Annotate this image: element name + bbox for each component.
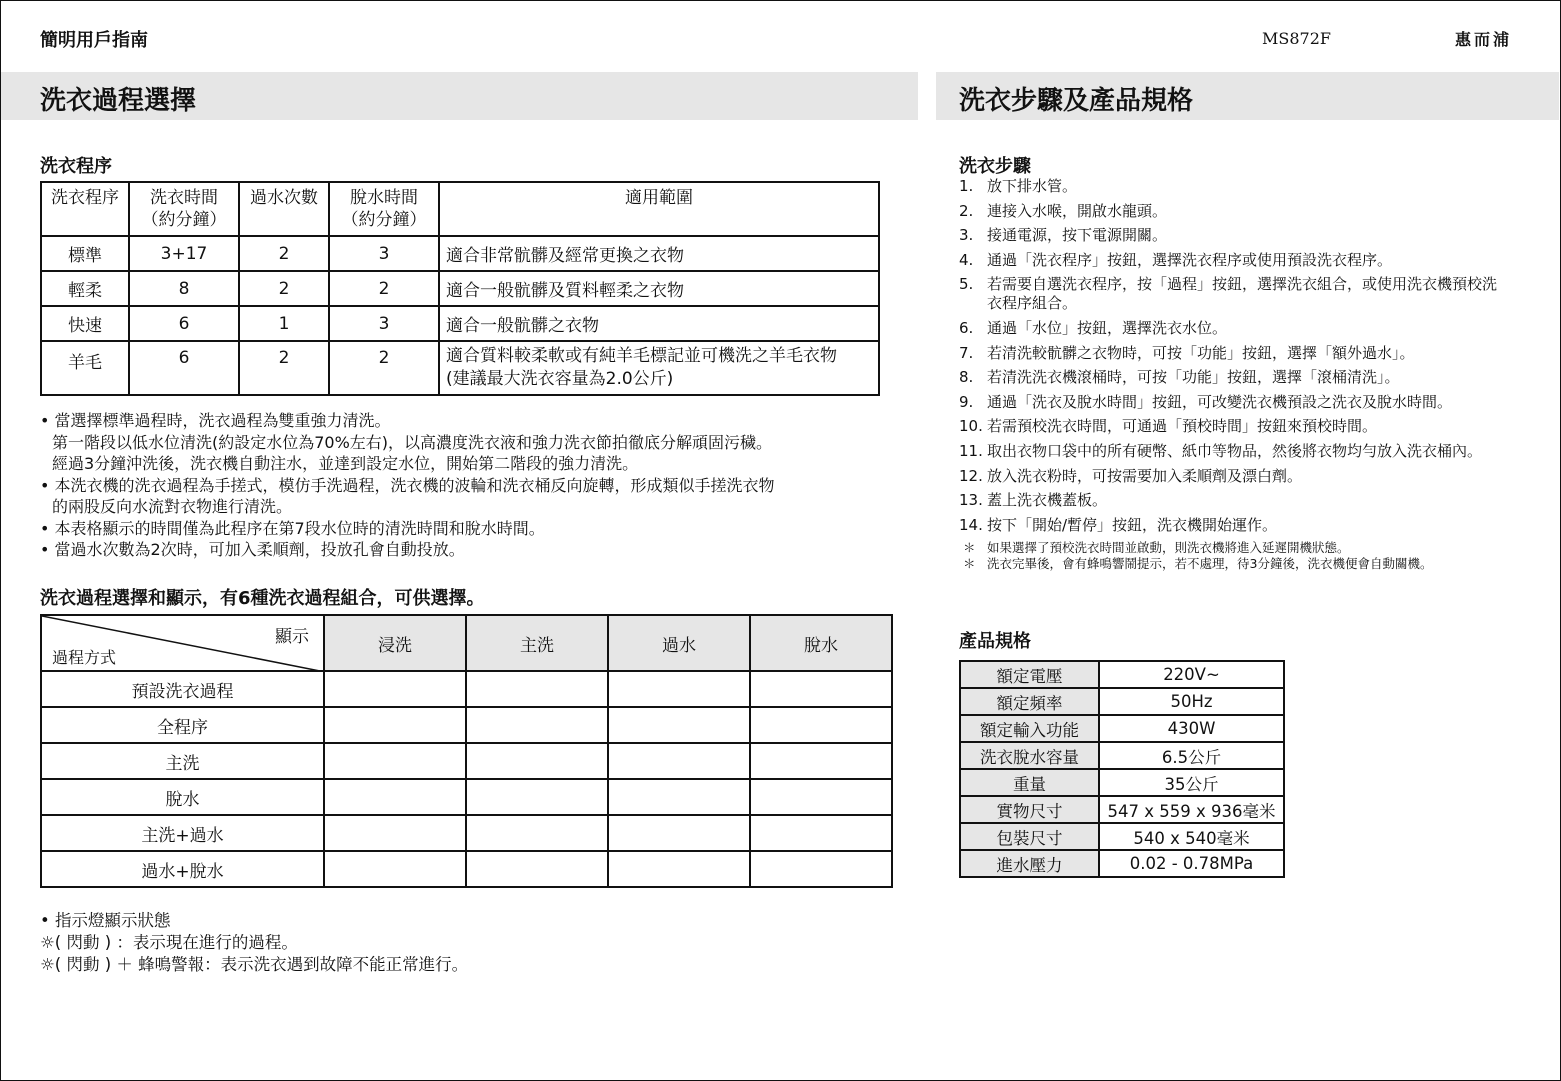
- list-item: 9. 通過「洗衣及脫水時間」按鈕，可改變洗衣機預設之洗衣及脫水時間。: [959, 392, 1453, 411]
- program-table: [40, 181, 880, 396]
- table-row: 標準 3+17 2 3 適合非常骯髒及經常更換之衣物: [41, 236, 879, 271]
- footnote: ＊ 如果選擇了預校洗衣時間並啟動，則洗衣機將進入延遲開機狀態。: [963, 540, 1350, 556]
- col-rinse-count: 過水次數: [239, 182, 329, 236]
- note-line: • 本表格顯示的時間僅為此程序在第7段水位時的清洗時間和脫水時間。: [40, 518, 545, 538]
- col-program: 洗衣程序: [41, 182, 129, 236]
- table-row: 實物尺寸 547 x 559 x 936毫米: [960, 796, 1284, 823]
- note-line: • 本洗衣機的洗衣過程為手搓式，模仿手洗過程，洗衣機的波輪和洗衣桶反向旋轉，形成類似手搓洗衣物: [40, 475, 775, 495]
- list-item: 14. 按下「開始/暫停」按鈕，洗衣機開始運作。: [959, 515, 1278, 534]
- process-heading: 洗衣過程選擇和顯示，有6種洗衣過程組合，可供選擇。: [40, 588, 485, 609]
- table-row: 快速 6 1 3 適合一般骯髒之衣物: [41, 306, 879, 341]
- guide-title: 簡明用戶指南: [40, 30, 148, 51]
- col-soak: 浸洗: [324, 615, 466, 671]
- program-notes: [40, 410, 900, 561]
- table-row: 過水+脫水: [41, 851, 892, 887]
- col-scope: 適用範圍: [439, 182, 879, 236]
- list-item: 7. 若清洗較骯髒之衣物時，可按「功能」按鈕，選擇「額外過水」。: [959, 343, 1415, 362]
- program-table-header: [41, 182, 879, 236]
- note-line: 第一階段以低水位清洗(約設定水位為70%左右)，以高濃度洗衣液和強力洗衣節拍徹底分解頑固污穢。: [52, 432, 773, 452]
- list-item: 10. 若需預校洗衣時間，可通過「預校時間」按鈕來預校時間。: [959, 417, 1378, 436]
- table-row: 輕柔 8 2 2 適合一般骯髒及質料輕柔之衣物: [41, 271, 879, 306]
- table-row: 進水壓力 0.02 - 0.78MPa: [960, 850, 1284, 877]
- table-row: 脫水: [41, 779, 892, 815]
- indicator-line: ☼( 閃動 ) ：表示現在進行的過程。: [40, 933, 298, 952]
- table-row: 重量 35公斤: [960, 769, 1284, 796]
- process-table: [40, 614, 893, 888]
- table-row: 預設洗衣過程: [41, 671, 892, 707]
- process-table-header: [41, 615, 892, 671]
- col-spin: 脫水: [750, 615, 892, 671]
- list-item: 6. 通過「水位」按鈕，選擇洗衣水位。: [959, 318, 1228, 337]
- list-item: 2. 連接入水喉，開啟水龍頭。: [959, 201, 1168, 220]
- list-item: 11. 取出衣物口袋中的所有硬幣、紙巾等物品，然後將衣物均勻放入洗衣桶內。: [959, 441, 1483, 460]
- indicator-notes: [40, 910, 468, 976]
- table-row: 額定輸入功能 430W: [960, 715, 1284, 742]
- list-item: 4. 通過「洗衣程序」按鈕，選擇洗衣程序或使用預設洗衣程序。: [959, 250, 1393, 269]
- table-row: 額定頻率 50Hz: [960, 688, 1284, 715]
- list-item: 13. 蓋上洗衣機蓋板。: [959, 491, 1108, 510]
- note-line: • 當選擇標準過程時，洗衣過程為雙重強力清洗。: [40, 411, 391, 430]
- corner-bottom-label: 過程方式: [52, 648, 117, 667]
- footnote: ＊ 洗衣完畢後，會有蜂鳴響鬧提示，若不處理，待3分鐘後，洗衣機便會自動關機。: [963, 556, 1433, 572]
- brand-name: 惠而浦: [1455, 30, 1513, 49]
- table-row: 額定電壓 220V~: [960, 661, 1284, 688]
- table-row: 洗衣脫水容量 6.5公斤: [960, 742, 1284, 769]
- col-spin-time: 脫水時間 （約分鐘）: [329, 182, 439, 236]
- list-item: 12. 放入洗衣粉時，可按需要加入柔順劑及漂白劑。: [959, 466, 1303, 485]
- table-row: 全程序: [41, 707, 892, 743]
- note-line: 經過3分鐘沖洗後，洗衣機自動注水，並達到設定水位，開始第二階段的強力清洗。: [52, 454, 639, 473]
- steps-heading: 洗衣步驟: [959, 156, 1031, 177]
- note-line: • 當過水次數為2次時，可加入柔順劑，投放孔會自動投放。: [40, 540, 465, 559]
- list-item: 3. 接通電源，按下電源開關。: [959, 226, 1168, 245]
- right-page-title: 洗衣步驟及產品規格: [959, 86, 1194, 116]
- left-page-title: 洗衣過程選擇: [40, 86, 197, 116]
- table-row: 主洗: [41, 743, 892, 779]
- col-wash-time: 洗衣時間 （約分鐘）: [129, 182, 239, 236]
- list-item: 1. 放下排水管。: [959, 177, 1078, 195]
- spec-heading: 產品規格: [959, 631, 1031, 652]
- note-line: 的兩股反向水流對衣物進行清洗。: [52, 497, 293, 516]
- program-heading: 洗衣程序: [40, 156, 112, 177]
- indicator-line: ☼( 閃動 ) ＋ 蜂鳴警報：表示洗衣遇到故障不能正常進行。: [40, 955, 469, 974]
- table-row: 羊毛 6 2 2 適合質料較柔軟或有純羊毛標記並可機洗之羊毛衣物 (建議最大洗衣容量為2.0公斤): [41, 341, 879, 395]
- indicator-title: • 指示燈顯示狀態: [40, 911, 171, 930]
- table-row: 包裝尺寸 540 x 540毫米: [960, 823, 1284, 850]
- list-item: 8. 若清洗洗衣機滾桶時，可按「功能」按鈕，選擇「滾桶清洗」。: [959, 368, 1400, 387]
- spec-table: [959, 660, 1285, 878]
- corner-cell: [41, 615, 324, 671]
- steps-list: [959, 177, 1539, 572]
- list-item: 5. 若需要自選洗衣程序，按「過程」按鈕，選擇洗衣組合，或使用洗衣機預校洗衣程序組合。: [959, 275, 1498, 313]
- corner-top-label: 顯示: [275, 627, 309, 647]
- model-number: MS872F: [1262, 29, 1331, 48]
- table-row: 主洗+過水: [41, 815, 892, 851]
- col-main-wash: 主洗: [466, 615, 608, 671]
- col-rinse: 過水: [608, 615, 750, 671]
